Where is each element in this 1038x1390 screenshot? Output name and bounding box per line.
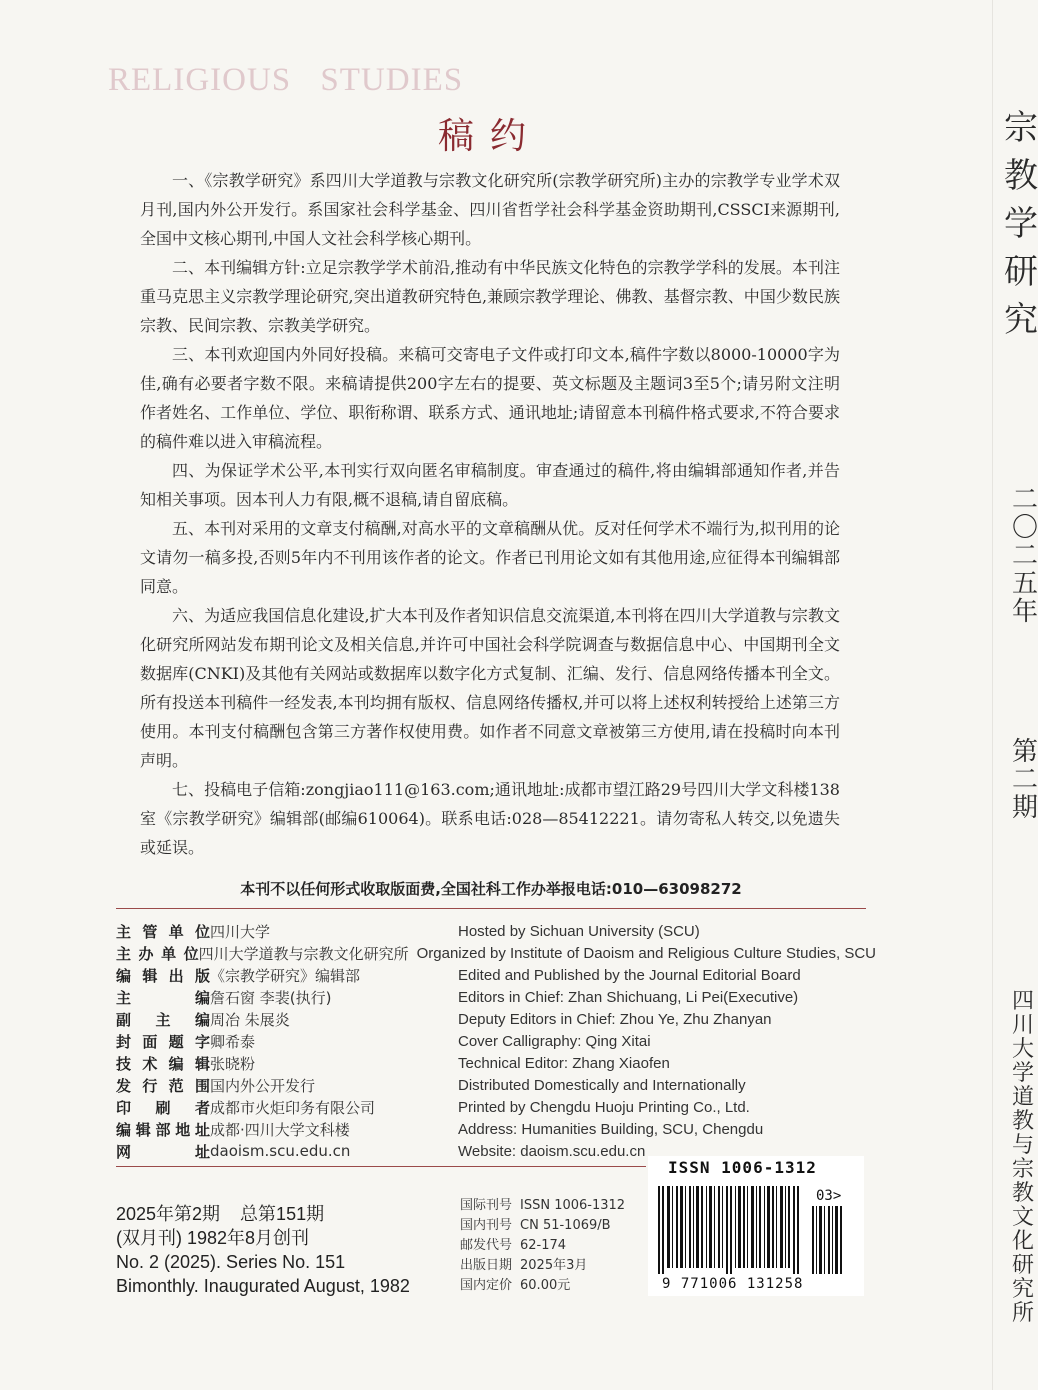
masthead-row xyxy=(116,964,876,986)
pub-label: 国内定价 xyxy=(460,1278,513,1293)
pub-row xyxy=(460,1256,625,1276)
masthead-cn: 四川大学道教与宗教文化研究所 xyxy=(198,944,409,963)
pub-label: 国际刊号 xyxy=(460,1198,513,1213)
spine-year: 二〇二五年 xyxy=(1012,485,1038,627)
pub-value: 62-174 xyxy=(520,1238,567,1253)
masthead-cn: 国内外公开发行 xyxy=(210,1076,316,1095)
barcode-issn-label: ISSN 1006-1312 xyxy=(668,1158,817,1177)
pub-row xyxy=(460,1196,625,1216)
masthead-label: 主办单位 xyxy=(116,944,199,963)
notice-paragraph-4: 四、为保证学术公平,本刊实行双向匿名审稿制度。审查通过的稿件,将由编辑部通知作者,并告知相关事项。因本刊人力有限,概不退稿,请自留底稿。 xyxy=(140,461,840,509)
masthead-row xyxy=(116,1008,876,1030)
notice-paragraph-5: 五、本刊对采用的文章支付稿酬,对高水平的文章稿酬从优。反对任何学术不端行为,拟刊用的论文请勿一稿多投,否则5年内不刊用该作者的论文。作者已刊用论文如有其他用途,应征得本刊编辑部同意。 xyxy=(140,519,840,596)
divider-bottom xyxy=(116,1166,646,1167)
divider-top xyxy=(116,908,866,909)
notice-paragraph-1: 一、《宗教学研究》系四川大学道教与宗教文化研究所(宗教学研究所)主办的宗教学专业学术双月刊,国内外公开发行。系国家社会科学基金、四川省哲学社会科学基金资助期刊,CSSCI来源期刊,全国中文核心期刊,中国人文社会科学核心期刊。 xyxy=(140,171,840,248)
masthead-label: 封面题字 xyxy=(116,1032,210,1051)
masthead-en: Website: daoism.scu.edu.cn xyxy=(458,1142,646,1160)
masthead-label: 技术编辑 xyxy=(116,1054,210,1073)
journal-english-title: RELIGIOUS STUDIES xyxy=(108,62,464,98)
notice-paragraph-6: 六、为适应我国信息化建设,扩大本刊及作者知识信息交流渠道,本刊将在四川大学道教与宗教文化研究所网站发布期刊论文及相关信息,并许可中国社会科学院调查与数据信息中心、中国期刊全文数据库(CNKI)及其他有关网站或数据库以数字化方式复制、汇编、发行、信息网络传播本刊全文。所有投送本刊稿件一经发表,本刊均拥有版权、信息网络传播权,并可以将上述权利转授给上述第三方使用。本刊支付稿酬包含第三方著作权使用费。如作者不同意文章被第三方使用,请在投稿时向本刊声明。 xyxy=(140,606,840,770)
page-title: 稿约 xyxy=(437,116,542,157)
masthead-en: Cover Calligraphy: Qing Xitai xyxy=(458,1032,651,1050)
barcode-addon: 03> xyxy=(816,1188,842,1204)
masthead-label: 主管单位 xyxy=(116,922,210,941)
pub-value: CN 51-1069/B xyxy=(520,1218,611,1233)
issue-line: (双月刊) 1982年8月创刊 xyxy=(116,1228,310,1248)
issue-line: No. 2 (2025). Series No. 151 xyxy=(116,1252,346,1272)
pub-row xyxy=(460,1276,625,1296)
masthead-website-link[interactable]: daoism.scu.edu.cn xyxy=(210,1142,351,1160)
masthead-label: 编辑部地址 xyxy=(116,1120,210,1139)
issue-line: Bimonthly. Inaugurated August, 1982 xyxy=(116,1276,410,1296)
notice-paragraph-2: 二、本刊编辑方针:立足宗教学学术前沿,推动有中华民族文化特色的宗教学学科的发展。本刊注重马克思主义宗教学理论研究,突出道教研究特色,兼顾宗教学理论、佛教、基督宗教、中国少数民族宗教、民间宗教、宗教美学研究。 xyxy=(140,258,840,335)
masthead-row xyxy=(116,986,876,1008)
masthead-en: Deputy Editors in Chief: Zhou Ye, Zhu Zhanyan xyxy=(458,1010,772,1028)
publication-info xyxy=(460,1196,625,1296)
masthead-label: 发行范围 xyxy=(116,1076,210,1095)
masthead-en: Hosted by Sichuan University (SCU) xyxy=(458,922,700,940)
masthead-cn: 成都·四川大学文科楼 xyxy=(210,1120,350,1139)
pub-value: ISSN 1006-1312 xyxy=(520,1198,626,1213)
masthead-en: Editors in Chief: Zhan Shichuang, Li Pei(Executive) xyxy=(458,988,799,1006)
masthead-cn: 张晓粉 xyxy=(210,1054,256,1073)
pub-label: 邮发代号 xyxy=(460,1238,513,1253)
fee-statement: 本刊不以任何形式收取版面费,全国社科工作办举报电话:010—63098272 xyxy=(240,880,742,898)
masthead-en: Address: Humanities Building, SCU, Chengdu xyxy=(458,1120,764,1138)
pub-label: 国内刊号 xyxy=(460,1218,513,1233)
masthead-cn: 成都市火炬印务有限公司 xyxy=(210,1098,376,1117)
masthead-en: Technical Editor: Zhang Xiaofen xyxy=(458,1054,670,1072)
notice-paragraph-7: 七、投稿电子信箱:zongjiao111@163.com;通讯地址:成都市望江路29号四川大学文科楼138室《宗教学研究》编辑部(邮编610064)。联系电话:028—85412221。请勿寄私人转交,以免遗失或延误。 xyxy=(140,780,840,857)
pub-row xyxy=(460,1216,625,1236)
masthead-cn: 《宗教学研究》编辑部 xyxy=(210,966,361,985)
masthead-en: Printed by Chengdu Huoju Printing Co., Ltd. xyxy=(458,1098,750,1116)
masthead-label: 副主编 xyxy=(116,1010,210,1029)
pub-row xyxy=(460,1236,625,1256)
masthead-en: Edited and Published by the Journal Editorial Board xyxy=(458,966,801,984)
pub-label: 出版日期 xyxy=(460,1258,513,1273)
masthead-en: Organized by Institute of Daoism and Religious Culture Studies, SCU xyxy=(416,944,876,962)
masthead-table xyxy=(116,920,876,1162)
submission-notice xyxy=(140,166,840,862)
spine-issue: 第二期 xyxy=(1012,737,1038,823)
masthead-row xyxy=(116,920,876,942)
masthead-label: 编辑出版 xyxy=(116,966,210,985)
spine-organizer: 四川大学道教与宗教文化研究所 xyxy=(1012,989,1035,1326)
masthead-row xyxy=(116,1118,876,1140)
masthead-label: 网址 xyxy=(116,1142,210,1161)
masthead-cn: 卿希泰 xyxy=(210,1032,256,1051)
masthead-en: Distributed Domestically and Internationally xyxy=(458,1076,746,1094)
barcode-ean-number: 9 771006 131258 xyxy=(662,1276,804,1292)
masthead-label: 印刷者 xyxy=(116,1098,210,1117)
masthead-row xyxy=(116,1052,876,1074)
issn-barcode xyxy=(648,1156,864,1296)
masthead-row xyxy=(116,942,876,964)
masthead-cn: 詹石窗 李裴(执行) xyxy=(210,988,332,1007)
notice-paragraph-3: 三、本刊欢迎国内外同好投稿。来稿可交寄电子文件或打印文本,稿件字数以8000-10000字为佳,确有必要者字数不限。来稿请提供200字左右的提要、英文标题及主题词3至5个;请另附文注明作者姓名、工作单位、学位、职衔称谓、联系方式、通讯地址;请留意本刊稿件格式要求,不符合要求的稿件难以进入审稿流程。 xyxy=(140,345,840,451)
issue-info xyxy=(116,1202,410,1298)
masthead-label: 主编 xyxy=(116,988,210,1007)
spine-journal-title: 宗教学研究 xyxy=(1004,108,1038,340)
pub-value: 60.00元 xyxy=(520,1278,571,1293)
masthead-cn: 四川大学 xyxy=(210,922,271,941)
issue-line: 2025年第2期 总第151期 xyxy=(116,1204,325,1224)
pub-value: 2025年3月 xyxy=(520,1258,588,1273)
masthead-row xyxy=(116,1096,876,1118)
masthead-row xyxy=(116,1074,876,1096)
masthead-cn: 周冶 朱展炎 xyxy=(210,1010,290,1029)
masthead-row xyxy=(116,1030,876,1052)
